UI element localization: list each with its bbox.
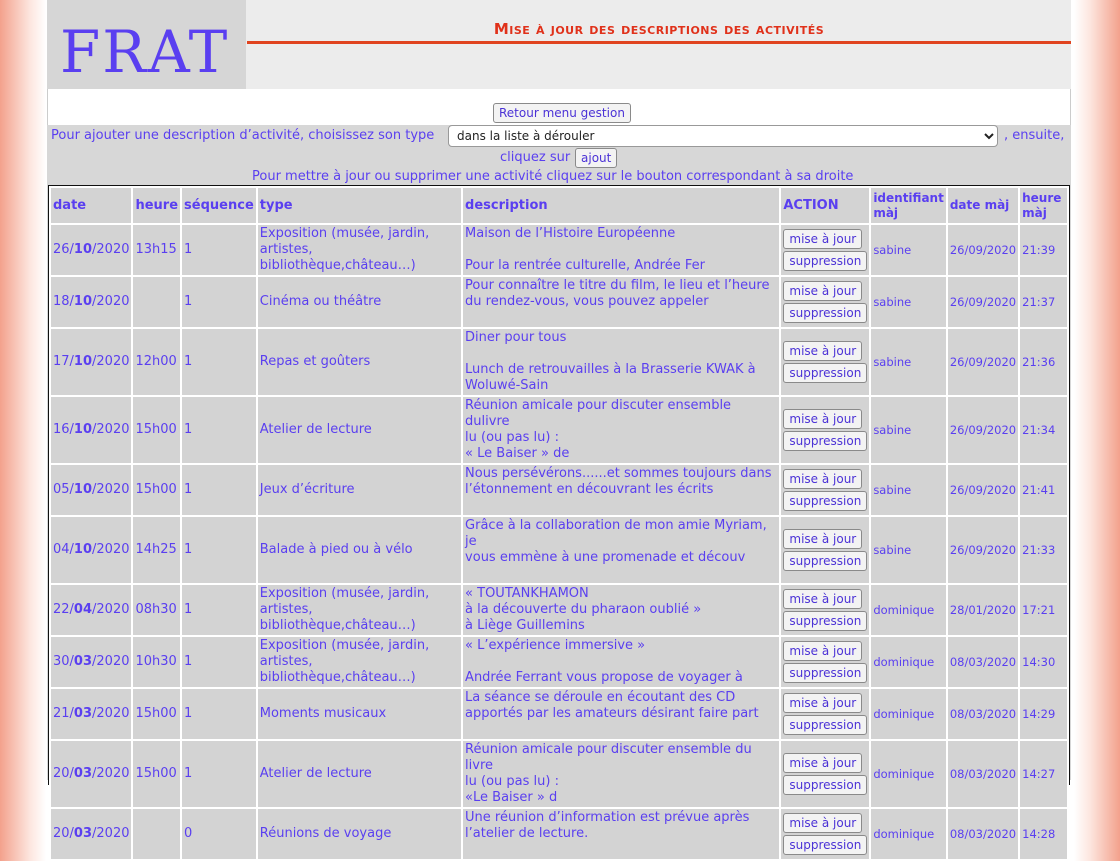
cell-date [51, 225, 131, 275]
cell-date [51, 741, 131, 807]
cell-description [463, 809, 779, 859]
cell-identifiant: sabine [871, 465, 946, 515]
cell-heure: 12h00 [133, 329, 180, 395]
description-line: lu (ou pas lu) : [465, 774, 559, 789]
cell-date-maj: 26/09/2020 [948, 329, 1018, 395]
description-line: « L’expérience immersive » [465, 638, 646, 653]
cell-actions [781, 689, 869, 739]
cell-identifiant: dominique [871, 637, 946, 687]
cell-sequence: 1 [182, 225, 256, 275]
cell-heure: 10h30 [133, 637, 180, 687]
cell-type: Exposition (musée, jardin, artistes, bibliothèque,château…) [258, 225, 461, 275]
cell-date-maj: 26/09/2020 [948, 465, 1018, 515]
table-row [51, 741, 1067, 807]
cell-actions [781, 809, 869, 859]
cell-heure: 13h15 [133, 225, 180, 275]
cell-type: Exposition (musée, jardin, artistes, bibliothèque,château…) [258, 637, 461, 687]
add-click-text: cliquez sur [500, 150, 571, 165]
date-month: 03 [73, 706, 93, 721]
col-header-date-maj: date màj [948, 188, 1018, 223]
cell-date-maj: 08/03/2020 [948, 741, 1018, 807]
cell-heure: 15h00 [133, 397, 180, 463]
table-row [51, 329, 1067, 395]
description-line: apportés par les amateurs désirant faire part [465, 706, 759, 721]
date-day: 21/ [53, 706, 74, 721]
date-month: 03 [73, 826, 93, 841]
description-line [465, 722, 777, 738]
update-button[interactable]: mise à jour [783, 813, 862, 833]
cell-identifiant: dominique [871, 741, 946, 807]
date-month: 10 [73, 294, 93, 309]
description-line: Lunch de retrouvailles à la Brasserie KWAK à [465, 362, 756, 377]
add-instruction-suffix: , ensuite, [1004, 128, 1065, 143]
date-year: /2020 [92, 826, 130, 841]
cell-type: Balade à pied ou à vélo [258, 517, 461, 583]
description-line: Réunion amicale pour discuter ensemble dulivre [465, 398, 732, 429]
cell-heure-maj: 21:34 [1020, 397, 1067, 463]
cell-description [463, 465, 779, 515]
date-year: /2020 [92, 654, 130, 669]
date-day: 20/ [53, 826, 74, 841]
cell-description [463, 225, 779, 275]
date-day: 22/ [53, 602, 74, 617]
cell-type: Réunions de voyage [258, 809, 461, 859]
cell-identifiant: sabine [871, 397, 946, 463]
cell-type: Jeux d’écriture [258, 465, 461, 515]
cell-identifiant: dominique [871, 689, 946, 739]
cell-date-maj: 26/09/2020 [948, 517, 1018, 583]
delete-button[interactable]: suppression [783, 303, 867, 323]
date-year: /2020 [92, 542, 130, 557]
update-button[interactable]: mise à jour [783, 341, 862, 361]
update-button[interactable]: mise à jour [783, 469, 862, 489]
back-to-menu-button[interactable]: Retour menu gestion [493, 103, 631, 123]
date-year: /2020 [92, 766, 130, 781]
update-button[interactable]: mise à jour [783, 753, 862, 773]
update-button[interactable]: mise à jour [783, 641, 862, 661]
description-line: Pour connaître le titre du film, le lieu et l’heure [465, 278, 770, 293]
activities-table [49, 186, 1069, 861]
description-line [465, 654, 777, 670]
cell-sequence: 1 [182, 465, 256, 515]
cell-description [463, 689, 779, 739]
col-header-identifiant: identifiant màj [871, 188, 946, 223]
cell-heure-maj: 14:27 [1020, 741, 1067, 807]
cell-heure-maj: 17:21 [1020, 585, 1067, 635]
delete-button[interactable]: suppression [783, 491, 867, 511]
page-title: Mise à jour des descriptions des activités [493, 20, 825, 38]
cell-date [51, 689, 131, 739]
cell-type: Moments musicaux [258, 689, 461, 739]
cell-actions [781, 225, 869, 275]
description-line: « Le Baiser » de [465, 446, 570, 461]
table-row [51, 277, 1067, 327]
cell-description [463, 741, 779, 807]
date-month: 10 [73, 242, 93, 257]
cell-heure: 15h00 [133, 689, 180, 739]
cell-actions [781, 585, 869, 635]
cell-heure-maj: 21:36 [1020, 329, 1067, 395]
date-month: 10 [73, 354, 93, 369]
description-line: Une réunion d’information est prévue après [465, 810, 750, 825]
date-day: 18/ [53, 294, 74, 309]
date-day: 05/ [53, 482, 74, 497]
cell-heure: 15h00 [133, 741, 180, 807]
description-line: à la découverte du pharaon oublié » [465, 602, 702, 617]
update-button[interactable]: mise à jour [783, 693, 862, 713]
description-line: La séance se déroule en écoutant des CD [465, 690, 736, 705]
cell-sequence: 1 [182, 277, 256, 327]
date-month: 03 [73, 766, 93, 781]
cell-date [51, 397, 131, 463]
cell-date-maj: 26/09/2020 [948, 277, 1018, 327]
col-header-description: description [463, 188, 779, 223]
cell-date-maj: 08/03/2020 [948, 637, 1018, 687]
cell-description [463, 637, 779, 687]
date-day: 26/ [53, 242, 74, 257]
table-row [51, 585, 1067, 635]
cell-sequence: 1 [182, 517, 256, 583]
description-line: Pour la rentrée culturelle, Andrée Fer [465, 258, 705, 273]
date-day: 04/ [53, 542, 74, 557]
update-button[interactable]: mise à jour [783, 409, 862, 429]
update-button[interactable]: mise à jour [783, 529, 862, 549]
cell-identifiant: dominique [871, 585, 946, 635]
description-line: vous emmène à une promenade et découv [465, 550, 746, 565]
table-row [51, 809, 1067, 859]
cell-identifiant: sabine [871, 277, 946, 327]
description-line: Grâce à la collaboration de mon amie Myriam, je [465, 518, 767, 549]
cell-sequence: 1 [182, 741, 256, 807]
cell-date [51, 329, 131, 395]
cell-date-maj: 26/09/2020 [948, 225, 1018, 275]
cell-heure-maj: 14:29 [1020, 689, 1067, 739]
col-header-heure-maj: heure màj [1020, 188, 1067, 223]
date-year: /2020 [92, 602, 130, 617]
cell-heure [133, 277, 180, 327]
table-header-row [51, 188, 1067, 223]
activity-type-select[interactable] [448, 125, 998, 147]
cell-heure: 08h30 [133, 585, 180, 635]
table-row [51, 637, 1067, 687]
cell-heure-maj: 14:28 [1020, 809, 1067, 859]
cell-actions [781, 397, 869, 463]
cell-heure-maj: 21:41 [1020, 465, 1067, 515]
cell-sequence: 0 [182, 809, 256, 859]
cell-description [463, 517, 779, 583]
cell-heure-maj: 21:37 [1020, 277, 1067, 327]
cell-heure-maj: 21:33 [1020, 517, 1067, 583]
description-line: l’étonnement en découvrant les écrits [465, 482, 714, 497]
update-button[interactable]: mise à jour [783, 229, 862, 249]
cell-actions [781, 329, 869, 395]
delete-button[interactable]: suppression [783, 251, 867, 271]
description-line: l’atelier de lecture. [465, 826, 589, 841]
date-day: 16/ [53, 422, 74, 437]
cell-description [463, 397, 779, 463]
col-header-date: date [51, 188, 131, 223]
cell-heure-maj: 14:30 [1020, 637, 1067, 687]
date-month: 10 [73, 422, 93, 437]
cell-date [51, 637, 131, 687]
delete-button[interactable]: suppression [783, 663, 867, 683]
table-row [51, 517, 1067, 583]
cell-actions [781, 741, 869, 807]
delete-button[interactable]: suppression [783, 611, 867, 631]
cell-date [51, 465, 131, 515]
col-header-heure: heure [133, 188, 180, 223]
add-button[interactable]: ajout [575, 148, 617, 168]
cell-heure [133, 809, 180, 859]
cell-sequence: 1 [182, 585, 256, 635]
update-instruction-text: Pour mettre à jour ou supprimer une activité cliquez sur le bouton correspondant à sa droite [252, 169, 854, 184]
cell-date [51, 277, 131, 327]
cell-identifiant: sabine [871, 329, 946, 395]
cell-type: Repas et goûters [258, 329, 461, 395]
delete-button[interactable]: suppression [783, 715, 867, 735]
cell-identifiant: sabine [871, 225, 946, 275]
date-year: /2020 [92, 242, 130, 257]
delete-button[interactable]: suppression [783, 363, 867, 383]
col-header-type: type [258, 188, 461, 223]
cell-description [463, 277, 779, 327]
table-row [51, 397, 1067, 463]
update-button[interactable]: mise à jour [783, 589, 862, 609]
col-header-sequence: séquence [182, 188, 256, 223]
cell-heure: 15h00 [133, 465, 180, 515]
description-line [465, 842, 777, 858]
cell-actions [781, 637, 869, 687]
date-month: 10 [73, 482, 93, 497]
update-button[interactable]: mise à jour [783, 281, 862, 301]
date-year: /2020 [92, 354, 130, 369]
delete-button[interactable]: suppression [783, 431, 867, 451]
delete-button[interactable]: suppression [783, 835, 867, 855]
cell-description [463, 329, 779, 395]
delete-button[interactable]: suppression [783, 775, 867, 795]
description-line [465, 346, 777, 362]
description-line: « TOUTANKHAMON [465, 586, 589, 601]
date-day: 17/ [53, 354, 74, 369]
table-row [51, 465, 1067, 515]
cell-identifiant: dominique [871, 809, 946, 859]
cell-date-maj: 08/03/2020 [948, 809, 1018, 859]
table-row [51, 225, 1067, 275]
description-line: à Liège Guillemins [465, 618, 585, 633]
description-line [465, 310, 777, 326]
description-line: Réunion amicale pour discuter ensemble du livre [465, 742, 752, 773]
logo-text: FRAT [60, 18, 230, 86]
description-line [465, 498, 777, 514]
table-row [51, 689, 1067, 739]
description-line: Diner pour tous [465, 330, 567, 345]
cell-actions [781, 517, 869, 583]
description-line: Woluwé-Sain [465, 378, 549, 393]
date-year: /2020 [92, 706, 130, 721]
title-divider [247, 41, 1071, 44]
cell-heure-maj: 21:39 [1020, 225, 1067, 275]
date-year: /2020 [92, 294, 130, 309]
cell-sequence: 1 [182, 329, 256, 395]
date-month: 10 [73, 542, 93, 557]
cell-sequence: 1 [182, 397, 256, 463]
description-line [465, 242, 777, 258]
cell-date-maj: 28/01/2020 [948, 585, 1018, 635]
header [47, 0, 1071, 89]
cell-date [51, 809, 131, 859]
delete-button[interactable]: suppression [783, 551, 867, 571]
cell-type: Cinéma ou théâtre [258, 277, 461, 327]
description-line: Maison de l’Histoire Européenne [465, 226, 676, 241]
cell-sequence: 1 [182, 689, 256, 739]
add-instruction-text: Pour ajouter une description d’activité, choisissez son type [51, 128, 435, 143]
date-month: 03 [73, 654, 93, 669]
cell-type: Atelier de lecture [258, 741, 461, 807]
description-line: «Le Baiser » d [465, 790, 558, 805]
date-month: 04 [73, 602, 93, 617]
cell-actions [781, 465, 869, 515]
cell-type: Exposition (musée, jardin, artistes, bibliothèque,château…) [258, 585, 461, 635]
description-line: du rendez-vous, vous pouvez appeler [465, 294, 709, 309]
cell-date-maj: 08/03/2020 [948, 689, 1018, 739]
date-day: 20/ [53, 766, 74, 781]
description-line: lu (ou pas lu) : [465, 430, 559, 445]
date-day: 30/ [53, 654, 74, 669]
cell-heure: 14h25 [133, 517, 180, 583]
description-line [465, 566, 777, 582]
cell-date-maj: 26/09/2020 [948, 397, 1018, 463]
description-line: Andrée Ferrant vous propose de voyager à [465, 670, 743, 685]
cell-date [51, 585, 131, 635]
cell-type: Atelier de lecture [258, 397, 461, 463]
cell-date [51, 517, 131, 583]
description-line: Nous persévérons......et sommes toujours dans [465, 466, 772, 481]
cell-description [463, 585, 779, 635]
logo [47, 0, 246, 89]
cell-identifiant: sabine [871, 517, 946, 583]
activities-table-container [48, 185, 1070, 852]
cell-actions [781, 277, 869, 327]
col-header-action: ACTION [781, 188, 869, 223]
date-year: /2020 [92, 482, 130, 497]
cell-sequence: 1 [182, 637, 256, 687]
date-year: /2020 [92, 422, 130, 437]
